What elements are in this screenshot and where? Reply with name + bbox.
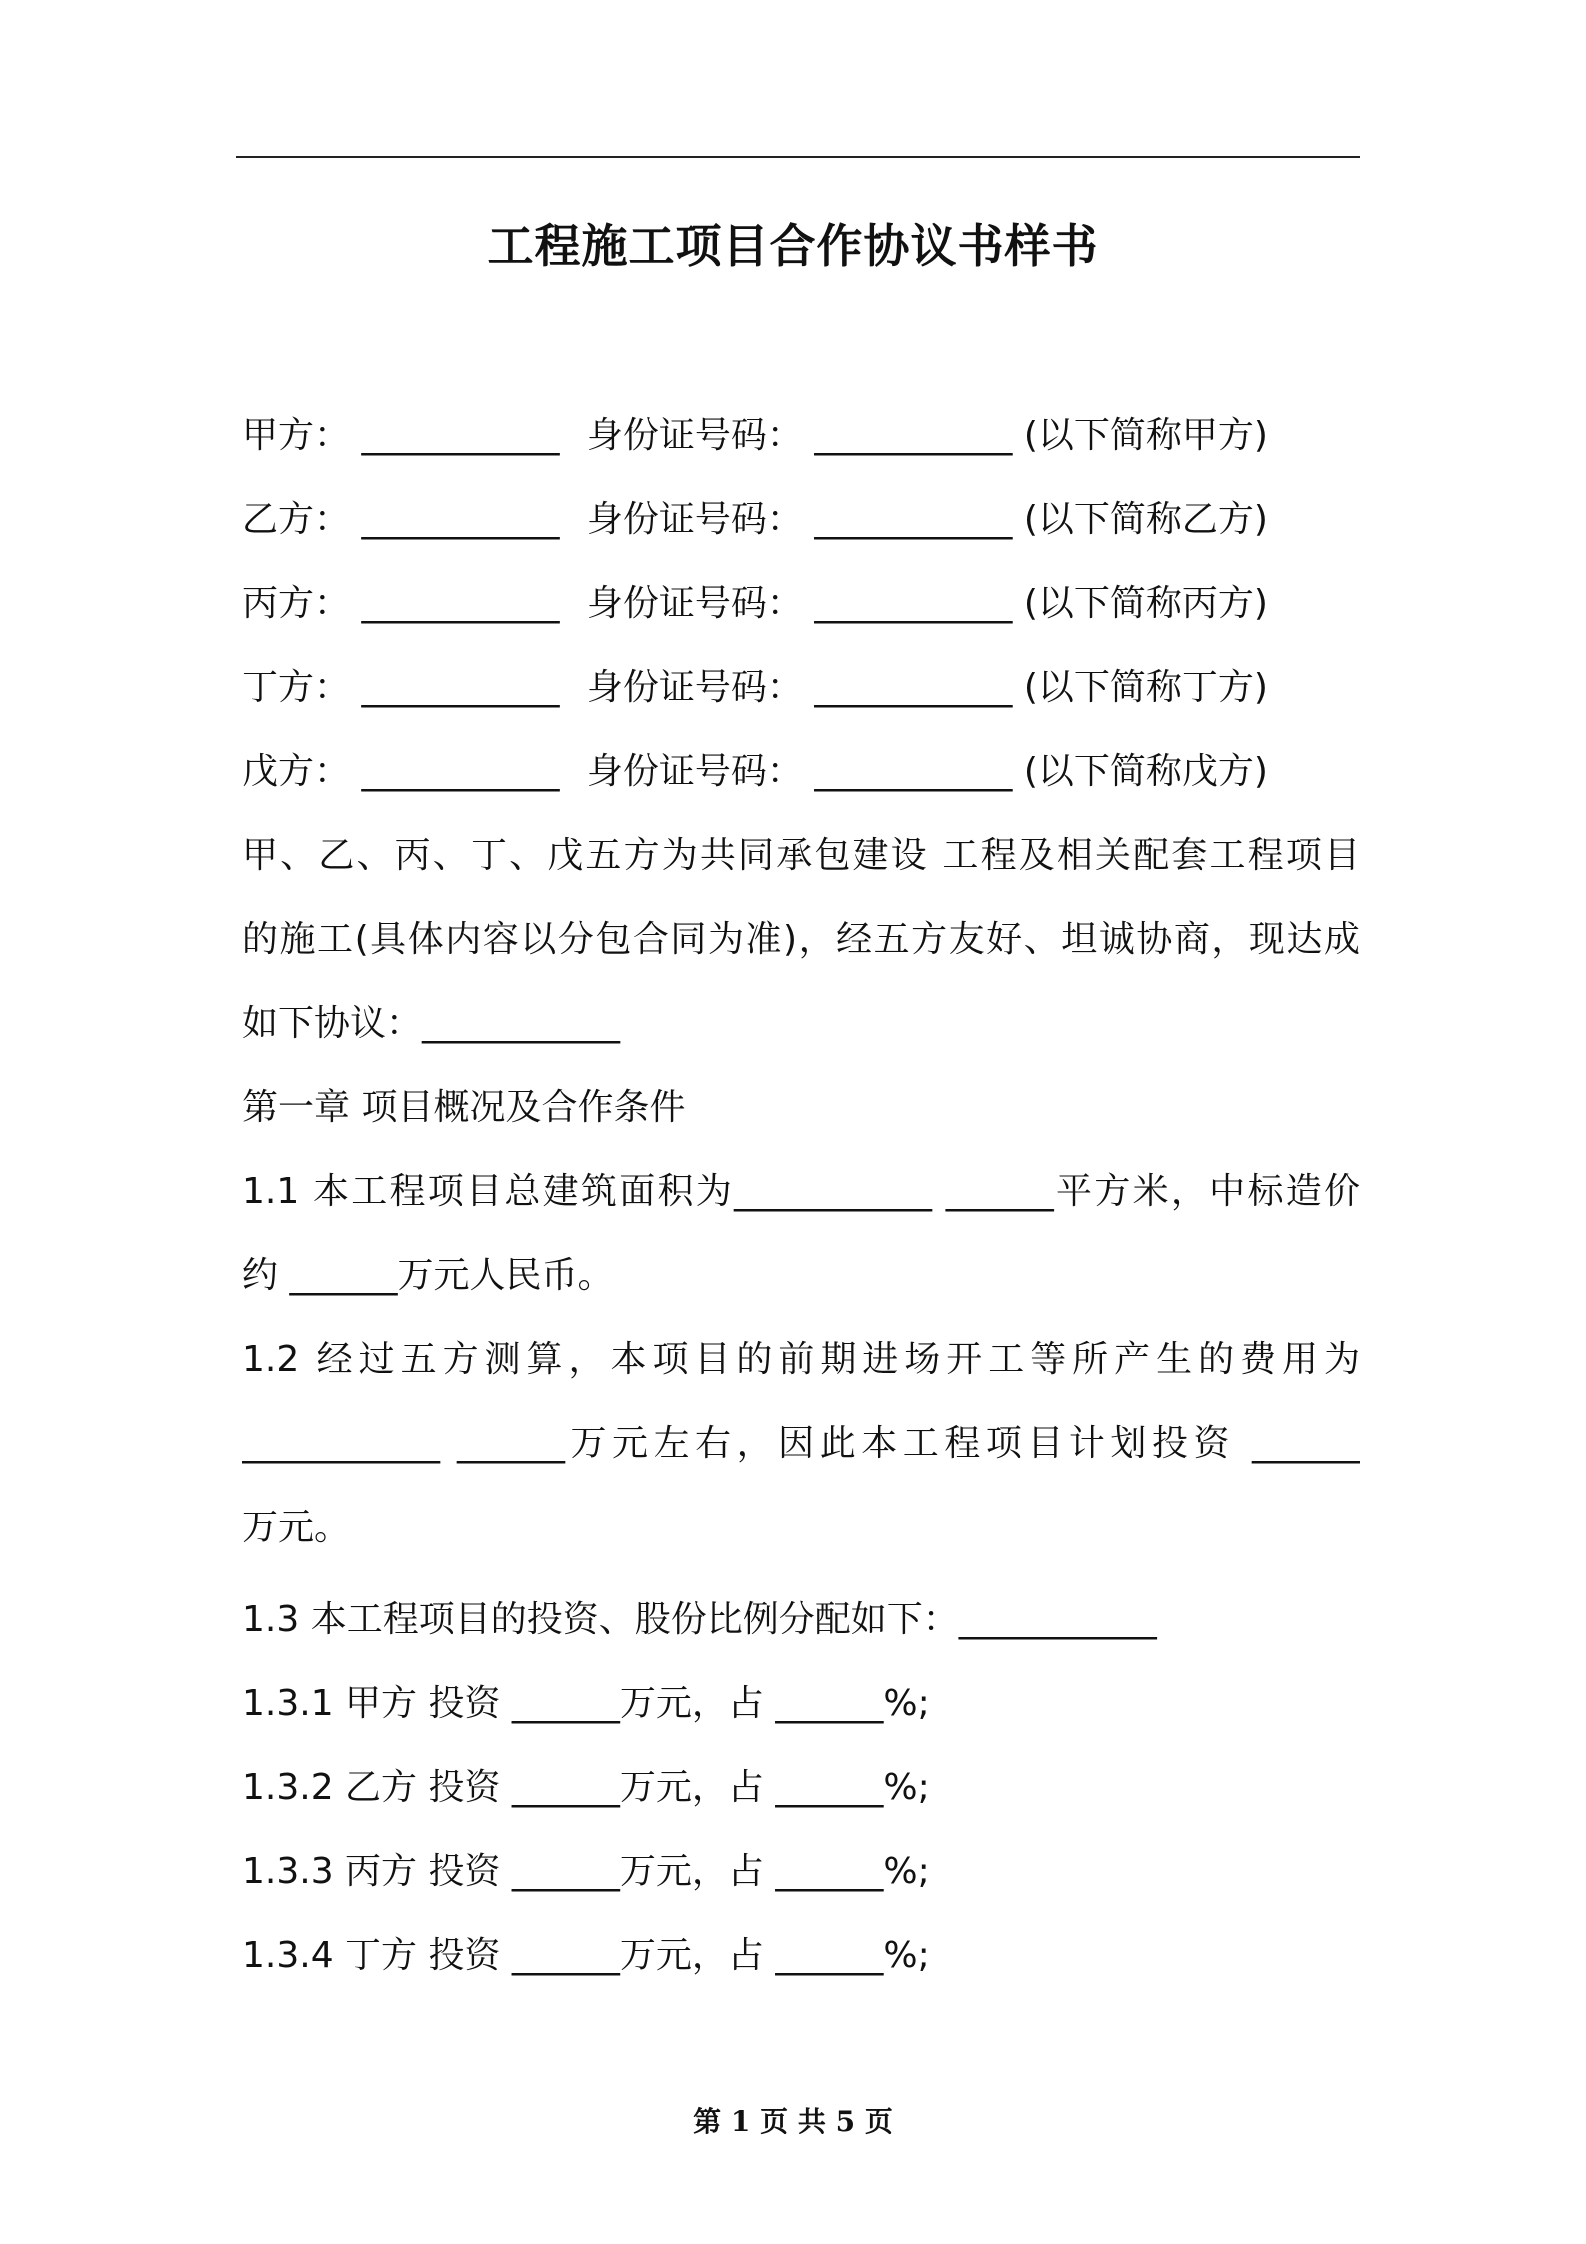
id-number-blank: ___________ [814, 415, 1013, 456]
party-alias-note: (以下简称丁方) [1023, 667, 1268, 708]
party-alias-note: (以下简称甲方) [1023, 415, 1268, 456]
clause-1-3: 1.3 本工程项目的投资、股份比例分配如下：___________ [242, 1599, 1157, 1640]
clause-1-1-line-1: 1.1 本工程项目总建筑面积为___________ ______平方米，中标造价 [242, 1171, 1360, 1212]
party-line-jia [242, 414, 1360, 458]
document-title: 工程施工项目合作协议书样书 [487, 219, 1099, 273]
id-number-blank: ___________ [814, 583, 1013, 624]
investment-line-ding: 1.3.4 丁方 投资 ______万元，占 ______%; [242, 1935, 930, 1976]
id-number-blank: ___________ [814, 667, 1013, 708]
party-line-wu [242, 750, 1360, 794]
intro-line-2: 的施工(具体内容以分包合同为准)，经五方友好、坦诚协商，现达成 [242, 919, 1360, 960]
id-number-blank: ___________ [814, 499, 1013, 540]
party-line-ding [242, 666, 1360, 710]
party-alias-note: (以下简称丙方) [1023, 583, 1268, 624]
party-label: 乙方： [242, 499, 351, 540]
id-label: 身份证号码： [586, 499, 803, 540]
party-label: 丙方： [242, 583, 351, 624]
party-label: 戊方： [242, 751, 351, 792]
id-number-blank: ___________ [814, 751, 1013, 792]
party-name-blank: ___________ [361, 667, 560, 708]
party-alias-note: (以下简称戊方) [1023, 751, 1268, 792]
investment-line-jia: 1.3.1 甲方 投资 ______万元，占 ______%; [242, 1683, 930, 1724]
id-label: 身份证号码： [586, 583, 803, 624]
id-label: 身份证号码： [586, 415, 803, 456]
intro-line-1: 甲、乙、丙、丁、戊五方为共同承包建设 工程及相关配套工程项目 [242, 835, 1360, 876]
party-label: 丁方： [242, 667, 351, 708]
party-alias-note: (以下简称乙方) [1023, 499, 1268, 540]
clause-1-2-line-3: 万元。 [242, 1507, 351, 1548]
chapter-heading: 第一章 项目概况及合作条件 [242, 1087, 686, 1128]
party-name-blank: ___________ [361, 751, 560, 792]
clause-1-1-line-2: 约 ______万元人民币。 [242, 1255, 614, 1296]
clause-1-2-line-2: ___________ ______万元左右，因此本工程项目计划投资 ______ [242, 1423, 1360, 1464]
party-line-bing [242, 582, 1360, 626]
party-name-blank: ___________ [361, 583, 560, 624]
party-line-yi [242, 498, 1360, 542]
clause-1-2-line-1: 1.2 经过五方测算，本项目的前期进场开工等所产生的费用为 [242, 1339, 1360, 1380]
party-label: 甲方： [242, 415, 351, 456]
party-name-blank: ___________ [361, 499, 560, 540]
page-number-footer: 第 1 页 共 5 页 [693, 2105, 893, 2138]
investment-line-bing: 1.3.3 丙方 投资 ______万元，占 ______%; [242, 1851, 930, 1892]
id-label: 身份证号码： [586, 751, 803, 792]
investment-line-yi: 1.3.2 乙方 投资 ______万元，占 ______%; [242, 1767, 930, 1808]
party-name-blank: ___________ [361, 415, 560, 456]
id-label: 身份证号码： [586, 667, 803, 708]
header-rule [236, 156, 1360, 158]
intro-line-3: 如下协议：___________ [242, 1003, 621, 1044]
